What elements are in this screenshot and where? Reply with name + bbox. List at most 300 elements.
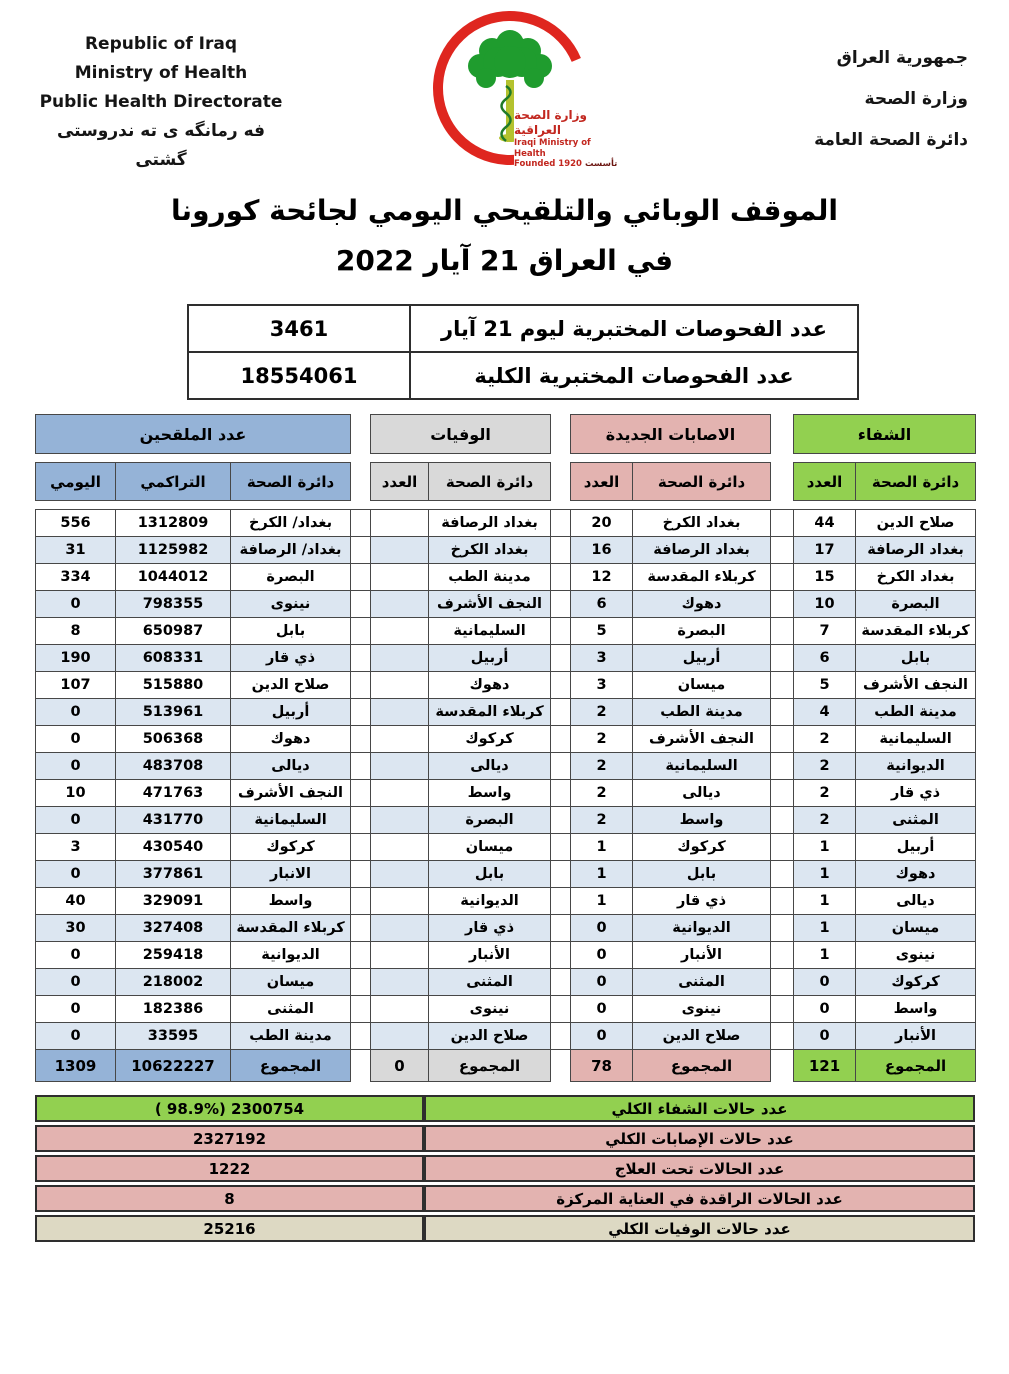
value-cell: 0 [571,1023,633,1050]
tests-label: عدد الفحوصات المختبرية الكلية [410,352,858,399]
province-cell: ذي قار [231,645,351,672]
total-value-cell: 121 [794,1050,856,1082]
gap-cell [771,1050,794,1082]
province-cell: ذي قار [633,888,771,915]
total-label-cell: المجموع [231,1050,351,1082]
summary-label: عدد الحالات تحت العلاج [424,1155,975,1182]
province-cell: كركوك [633,834,771,861]
province-cell: ميسان [633,672,771,699]
province-cell: مدينة الطب [429,564,551,591]
title-line-2: في العراق 21 آيار 2022 [335,244,674,277]
tests-value: 3461 [188,305,410,352]
value-cell: 3 [571,672,633,699]
province-cell: البصرة [856,591,976,618]
value-cell: 1 [571,888,633,915]
gap-cell [351,753,371,780]
summary-row [35,1185,975,1212]
table-row [36,780,976,807]
gap-cell [551,834,571,861]
tests-table-body [188,305,858,399]
gap-cell [551,672,571,699]
province-cell: واسط [633,807,771,834]
value-cell: 8 [36,618,116,645]
province-cell: مدينة الطب [633,699,771,726]
province-cell: دهوك [856,861,976,888]
tests-row [188,352,858,399]
gap-cell [771,510,794,537]
province-cell: نينوى [856,942,976,969]
province-cell: كركوك [429,726,551,753]
value-cell [371,969,429,996]
gap-cell [351,780,371,807]
gap-cell [351,861,371,888]
logo-arabic-text: وزارة الصحة العراقية [514,108,588,137]
table-row [36,861,976,888]
province-cell: السليمانية [633,753,771,780]
section-title-vaccinated: عدد الملقحين [36,415,351,454]
value-cell: 0 [36,996,116,1023]
gap-cell [351,1050,371,1082]
value-cell: 0 [794,996,856,1023]
total-value-cell: 1309 [36,1050,116,1082]
value-cell: 0 [36,942,116,969]
spacer-cell [36,501,976,510]
summary-label: عدد حالات الوفيات الكلي [424,1215,975,1242]
gap-cell [551,645,571,672]
column-header: اليومي [36,463,116,501]
table-row [36,807,976,834]
value-cell [371,780,429,807]
province-cell: بغداد الرصافة [633,537,771,564]
gap-cell [771,645,794,672]
logo-text-block [514,108,618,170]
province-cell: المثنى [633,969,771,996]
section-title-row [36,415,976,454]
value-cell: 4 [794,699,856,726]
gap-cell [771,861,794,888]
table-row [36,591,976,618]
value-cell: 0 [571,915,633,942]
province-cell: كربلاء المقدسة [231,915,351,942]
province-cell: أربيل [231,699,351,726]
column-header: العدد [571,463,633,501]
value-cell: 0 [571,996,633,1023]
value-cell [371,510,429,537]
summary-value: ( 98.9%) 2300754 [35,1095,424,1122]
summary-label: عدد الحالات الراقدة في العناية المركزة [424,1185,975,1212]
value-cell: 259418 [116,942,231,969]
value-cell: 16 [571,537,633,564]
main-table [35,414,976,1082]
total-label-cell: المجموع [429,1050,551,1082]
province-cell: الأنبار [429,942,551,969]
report-title [0,186,1009,286]
value-cell: 107 [36,672,116,699]
gap-cell [351,510,371,537]
gap-cell [351,672,371,699]
tests-table [187,304,859,400]
value-cell: 0 [36,807,116,834]
value-cell: 1 [571,861,633,888]
value-cell: 5 [794,672,856,699]
section-title-recovery: الشفاء [794,415,976,454]
value-cell: 3 [36,834,116,861]
value-cell [371,564,429,591]
value-cell: 483708 [116,753,231,780]
province-cell: الديوانية [633,915,771,942]
value-cell: 608331 [116,645,231,672]
gap-cell [551,969,571,996]
value-cell: 10 [794,591,856,618]
value-cell: 556 [36,510,116,537]
section-title-deaths: الوفيات [371,415,551,454]
summary-table-body [35,1095,975,1242]
value-cell [371,807,429,834]
header-kurdish-line: فه رمانگه ی ته ندروستی گشتی [56,121,266,170]
province-cell: بابل [231,618,351,645]
value-cell: 650987 [116,618,231,645]
gap-cell [351,888,371,915]
spacer-row [36,454,976,463]
summary-row [35,1215,975,1242]
value-cell: 513961 [116,699,231,726]
province-cell: ميسان [231,969,351,996]
column-header: التراكمي [116,463,231,501]
value-cell [371,753,429,780]
province-cell: الانبار [231,861,351,888]
province-cell: السليمانية [231,807,351,834]
province-cell: النجف الأشرف [231,780,351,807]
value-cell: 0 [36,591,116,618]
table-row [36,915,976,942]
spacer-cell [36,454,976,463]
value-cell [371,537,429,564]
value-cell [371,996,429,1023]
value-cell [371,834,429,861]
province-cell: المثنى [856,807,976,834]
total-label-cell: المجموع [633,1050,771,1082]
province-cell: واسط [856,996,976,1023]
table-row [36,834,976,861]
gap-cell [551,463,571,501]
summary-row [35,1155,975,1182]
value-cell: 2 [794,753,856,780]
value-cell: 6 [571,591,633,618]
province-cell: النجف الأشرف [856,672,976,699]
value-cell: 40 [36,888,116,915]
gap-cell [771,564,794,591]
table-row [36,996,976,1023]
gap-cell [351,834,371,861]
value-cell: 182386 [116,996,231,1023]
value-cell: 798355 [116,591,231,618]
province-cell: أربيل [429,645,551,672]
value-cell: 430540 [116,834,231,861]
column-header: دائرة الصحة [231,463,351,501]
value-cell [371,618,429,645]
province-cell: الأنبار [633,942,771,969]
province-cell: واسط [231,888,351,915]
province-cell: نينوى [429,996,551,1023]
value-cell: 1 [794,861,856,888]
table-row [36,969,976,996]
gap-cell [351,726,371,753]
gap-cell [351,915,371,942]
header-ar-line-1: جمهورية العراق [836,48,968,68]
province-cell: ذي قار [429,915,551,942]
summary-value: 8 [35,1185,424,1212]
gap-cell [551,888,571,915]
column-header-row [36,463,976,501]
value-cell: 1 [571,834,633,861]
province-cell: كركوك [856,969,976,996]
column-header: العدد [794,463,856,501]
header-english-block [36,30,286,175]
province-cell: ديالى [856,888,976,915]
province-cell: النجف الأشرف [633,726,771,753]
gap-cell [551,780,571,807]
gap-cell [771,463,794,501]
logo-founded-arabic: تأسست [584,159,618,170]
tests-row [188,305,858,352]
value-cell: 2 [794,807,856,834]
summary-label: عدد حالات الشفاء الكلي [424,1095,975,1122]
province-cell: نينوى [633,996,771,1023]
summary-row [35,1095,975,1122]
total-value-cell: 0 [371,1050,429,1082]
gap-cell [771,915,794,942]
table-row [36,618,976,645]
province-cell: صلاح الدين [856,510,976,537]
header-en-line-1: Republic of Iraq [84,34,238,54]
column-header: دائرة الصحة [633,463,771,501]
province-cell: النجف الأشرف [429,591,551,618]
value-cell [371,672,429,699]
logo-founded-text: Founded 1920 تأسست [514,159,618,170]
gap-cell [551,726,571,753]
gap-cell [771,780,794,807]
province-cell: الديوانية [231,942,351,969]
value-cell: 0 [36,753,116,780]
summary-label: عدد حالات الإصابات الكلي [424,1125,975,1152]
province-cell: المثنى [231,996,351,1023]
province-cell: السليمانية [429,618,551,645]
value-cell: 0 [36,969,116,996]
province-cell: ميسان [856,915,976,942]
summary-value: 25216 [35,1215,424,1242]
province-cell: ميسان [429,834,551,861]
province-cell: بغداد الكرخ [856,564,976,591]
province-cell: أربيل [633,645,771,672]
gap-cell [351,591,371,618]
table-row [36,672,976,699]
province-cell: الديوانية [429,888,551,915]
province-cell: بغداد الكرخ [633,510,771,537]
value-cell [371,591,429,618]
value-cell: 1312809 [116,510,231,537]
column-header: دائرة الصحة [429,463,551,501]
province-cell: نينوى [231,591,351,618]
gap-cell [551,591,571,618]
province-cell: دهوك [231,726,351,753]
value-cell: 33595 [116,1023,231,1050]
province-cell: بابل [633,861,771,888]
value-cell: 30 [36,915,116,942]
value-cell: 2 [571,807,633,834]
province-cell: بغداد الرصافة [856,537,976,564]
total-label-cell: المجموع [856,1050,976,1082]
gap-cell [771,969,794,996]
value-cell: 334 [36,564,116,591]
value-cell [371,888,429,915]
province-cell: البصرة [231,564,351,591]
total-value-cell: 78 [571,1050,633,1082]
value-cell [371,645,429,672]
gap-cell [351,564,371,591]
value-cell: 218002 [116,969,231,996]
value-cell [371,915,429,942]
province-cell: بغداد الكرخ [429,537,551,564]
gap-cell [551,942,571,969]
column-header: العدد [371,463,429,501]
gap-cell [551,415,571,454]
table-row [36,564,976,591]
gap-cell [551,699,571,726]
gap-cell [351,969,371,996]
value-cell: 2 [571,726,633,753]
value-cell: 1044012 [116,564,231,591]
gap-cell [351,699,371,726]
value-cell: 20 [571,510,633,537]
header-arabic-block [768,38,968,161]
province-cell: كربلاء المقدسة [856,618,976,645]
section-title-new-infections: الاصابات الجديدة [571,415,771,454]
province-cell: ديالى [633,780,771,807]
province-cell: مدينة الطب [231,1023,351,1050]
gap-cell [351,415,371,454]
gap-cell [551,564,571,591]
ministry-logo [418,6,618,174]
province-cell: ديالى [429,753,551,780]
province-cell: مدينة الطب [856,699,976,726]
table-row [36,699,976,726]
value-cell: 506368 [116,726,231,753]
table-row [36,645,976,672]
province-cell: كربلاء المقدسة [429,699,551,726]
province-cell: المثنى [429,969,551,996]
summary-row [35,1125,975,1152]
value-cell: 515880 [116,672,231,699]
value-cell: 0 [36,861,116,888]
value-cell: 12 [571,564,633,591]
province-cell: البصرة [429,807,551,834]
table-row [36,726,976,753]
value-cell: 0 [794,1023,856,1050]
header-ar-line-2: وزارة الصحة [864,89,968,109]
value-cell: 31 [36,537,116,564]
header-en-line-3: Public Health Directorate [39,92,283,112]
value-cell [371,699,429,726]
value-cell: 377861 [116,861,231,888]
value-cell: 0 [571,942,633,969]
gap-cell [351,645,371,672]
province-cell: بابل [856,645,976,672]
gap-cell [771,807,794,834]
value-cell: 17 [794,537,856,564]
gap-cell [771,942,794,969]
value-cell: 190 [36,645,116,672]
province-cell: دهوك [429,672,551,699]
value-cell: 1 [794,915,856,942]
gap-cell [351,996,371,1023]
value-cell: 10 [36,780,116,807]
table-row [36,888,976,915]
value-cell: 44 [794,510,856,537]
province-cell: بغداد الرصافة [429,510,551,537]
gap-cell [771,726,794,753]
value-cell: 1 [794,942,856,969]
value-cell [371,861,429,888]
table-row [36,942,976,969]
value-cell: 0 [571,969,633,996]
gap-cell [551,996,571,1023]
value-cell: 7 [794,618,856,645]
gap-cell [771,591,794,618]
spacer-row [36,501,976,510]
summary-table [35,1092,975,1245]
gap-cell [771,834,794,861]
gap-cell [771,618,794,645]
value-cell [371,726,429,753]
gap-cell [551,510,571,537]
province-cell: أربيل [856,834,976,861]
value-cell: 3 [571,645,633,672]
province-cell: كركوك [231,834,351,861]
value-cell: 2 [571,699,633,726]
province-cell: السليمانية [856,726,976,753]
province-cell: ذي قار [856,780,976,807]
value-cell: 2 [571,780,633,807]
province-cell: بغداد/ الكرخ [231,510,351,537]
column-header: دائرة الصحة [856,463,976,501]
summary-value: 2327192 [35,1125,424,1152]
tests-label: عدد الفحوصات المختبرية ليوم 21 آيار [410,305,858,352]
gap-cell [551,915,571,942]
province-cell: ديالى [231,753,351,780]
table-row [36,753,976,780]
gap-cell [551,537,571,564]
gap-cell [551,861,571,888]
header-en-line-2: Ministry of Health [74,63,248,83]
province-cell: الديوانية [856,753,976,780]
value-cell: 6 [794,645,856,672]
gap-cell [771,753,794,780]
gap-cell [771,888,794,915]
province-cell: بغداد/ الرصافة [231,537,351,564]
value-cell: 431770 [116,807,231,834]
value-cell: 0 [36,726,116,753]
table-row [36,510,976,537]
title-line-1: الموقف الوبائي والتلقيحي اليومي لجائحة كورونا [171,194,838,227]
total-row [36,1050,976,1082]
gap-cell [771,415,794,454]
table-row [36,537,976,564]
value-cell: 327408 [116,915,231,942]
gap-cell [771,1023,794,1050]
value-cell: 0 [794,969,856,996]
gap-cell [551,1050,571,1082]
province-cell: صلاح الدين [633,1023,771,1050]
